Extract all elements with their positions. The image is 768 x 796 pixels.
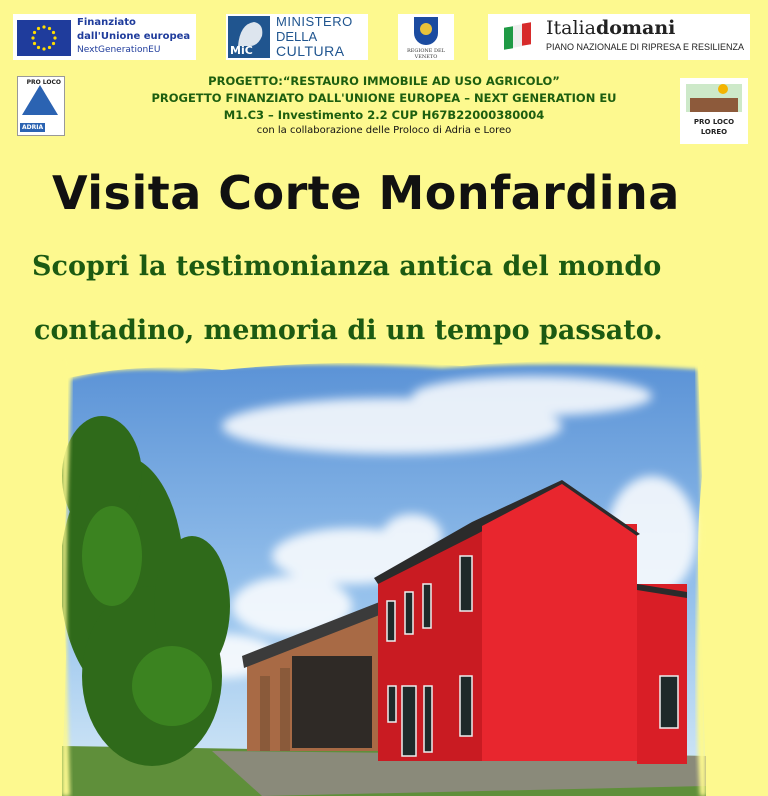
- italia-domani-logo: [488, 14, 750, 60]
- ministero-line1: MINISTERO: [276, 14, 353, 29]
- eu-logo-line1: Finanziato: [77, 17, 136, 28]
- mic-emblem-icon: [228, 16, 270, 58]
- italia-domani-name: [546, 17, 675, 39]
- italia-domani-subtitle: PIANO NAZIONALE DI RIPRESA E RESILIENZA: [546, 42, 745, 52]
- italia-domani-name-part1: Italia: [546, 17, 596, 39]
- mic-emblem-text: MiC: [230, 44, 253, 57]
- eu-logo-line2: dall'Unione europea: [77, 31, 191, 42]
- project-name: PROGETTO:“RESTAURO IMMOBILE AD USO AGRICOLO”: [208, 74, 560, 88]
- farmhouse-photo: [62, 356, 706, 796]
- page-title: Visita Corte Monfardina: [52, 166, 680, 220]
- ministero-cultura-logo: [226, 14, 368, 60]
- veneto-crest-icon: [414, 17, 438, 45]
- italia-domani-name-part2: domani: [595, 17, 676, 39]
- project-funding: PROGETTO FINANZIATO DALL'UNIONE EUROPEA – NEXT GENERATION EU: [151, 91, 617, 105]
- loreo-line1: PRO LOCO: [693, 118, 735, 126]
- ministero-line3: CULTURA: [276, 43, 345, 59]
- eu-logo-line3: NextGenerationEU: [77, 45, 161, 55]
- project-cup: M1.C3 – Investimento 2.2 CUP H67B22000380004: [223, 108, 545, 122]
- eu-flag-icon: [17, 20, 71, 56]
- veneto-text: REGIONE DEL VENETO: [406, 48, 446, 60]
- subtitle-line1: Scopri la testimonianza antica del mondo: [32, 251, 662, 282]
- regione-veneto-logo: [398, 14, 454, 60]
- proloco-adria-label: PRO LOCO: [26, 79, 61, 86]
- ministero-line2: DELLA: [276, 29, 318, 44]
- proloco-adria-town: ADRIA: [22, 124, 44, 131]
- subtitle-line2: contadino, memoria di un tempo passato.: [34, 315, 663, 346]
- loreo-line2: LOREO: [700, 128, 728, 136]
- eu-funding-logo: [13, 14, 196, 60]
- italian-flag-icon: [502, 21, 532, 51]
- project-collaboration: con la collaborazione delle Proloco di Adria e Loreo: [256, 125, 512, 136]
